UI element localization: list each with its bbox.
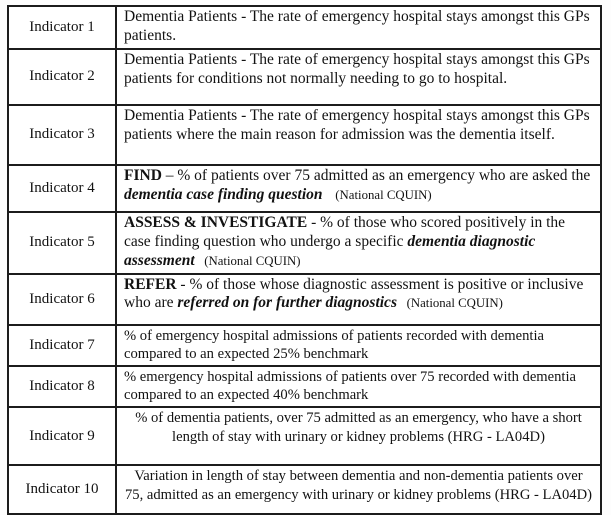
description-segment: dementia diagnostic assessment bbox=[124, 232, 536, 269]
table-row bbox=[8, 465, 601, 514]
indicator-label: Indicator 4 bbox=[8, 165, 116, 212]
description-segment: - % of those whose diagnostic assessment is positive or inclusive who are bbox=[124, 275, 584, 312]
description-segment: - % of those who scored positively in the case finding question who undergo a specific bbox=[124, 213, 566, 250]
indicator-label: Indicator 1 bbox=[8, 6, 116, 49]
table-row bbox=[8, 407, 601, 465]
description-segment: REFER bbox=[124, 275, 177, 293]
indicator-description bbox=[116, 274, 601, 325]
indicator-description bbox=[116, 407, 601, 465]
indicator-label: Indicator 7 bbox=[8, 325, 116, 366]
indicator-description bbox=[116, 465, 601, 514]
description-segment: % of dementia patients, over 75 admitted as an emergency, who have a short length of stay with urinary or kidney problems (HRG - LA04D) bbox=[135, 410, 582, 445]
indicator-label: Indicator 5 bbox=[8, 212, 116, 274]
description-segment: Dementia Patients - The rate of emergency hospital stays amongst this GPs patients for conditions not normally needing to go to hospital. bbox=[124, 50, 590, 87]
table-row bbox=[8, 105, 601, 165]
indicator-label: Indicator 3 bbox=[8, 105, 116, 165]
indicator-label: Indicator 10 bbox=[8, 465, 116, 514]
indicator-description bbox=[116, 49, 601, 105]
indicator-label: Indicator 9 bbox=[8, 407, 116, 465]
indicator-description bbox=[116, 325, 601, 366]
description-segment: (National CQUIN) bbox=[396, 296, 503, 311]
description-segment: dementia case finding question bbox=[124, 185, 323, 203]
indicator-label: Indicator 2 bbox=[8, 49, 116, 105]
description-segment: – % of patients over 75 admitted as an emergency who are asked the bbox=[161, 166, 591, 184]
indicator-description bbox=[116, 105, 601, 165]
table-row bbox=[8, 165, 601, 212]
description-segment: % of emergency hospital admissions of patients recorded with dementia compared to an expected 25% benchmark bbox=[124, 327, 544, 362]
indicator-label: Indicator 8 bbox=[8, 366, 116, 407]
table-row bbox=[8, 49, 601, 105]
description-segment: Variation in length of stay between dementia and non-dementia patients over 75, admitted as an emergency with urinary or kidney problems (HRG - LA04D) bbox=[124, 468, 593, 503]
indicator-description bbox=[116, 6, 601, 49]
indicator-label: Indicator 6 bbox=[8, 274, 116, 325]
description-segment: FIND bbox=[124, 166, 162, 184]
description-segment: ASSESS & INVESTIGATE bbox=[124, 213, 308, 231]
table-row bbox=[8, 325, 601, 366]
indicator-description bbox=[116, 212, 601, 274]
table-row bbox=[8, 366, 601, 407]
table-row bbox=[8, 212, 601, 274]
description-segment: referred on for further diagnostics bbox=[177, 294, 397, 312]
description-segment: % emergency hospital admissions of patients over 75 recorded with dementia compared to an expected 40% benchmark bbox=[124, 369, 577, 404]
description-segment: Dementia Patients - The rate of emergency hospital stays amongst this GPs patients. bbox=[124, 8, 590, 44]
description-segment: (National CQUIN) bbox=[322, 187, 432, 202]
description-segment: Dementia Patients - The rate of emergency hospital stays amongst this GPs patients where the main reason for admission was the dementia itself. bbox=[124, 106, 590, 143]
indicator-description bbox=[116, 165, 601, 212]
indicator-description bbox=[116, 366, 601, 407]
indicators-table-body bbox=[8, 6, 601, 514]
table-row bbox=[8, 6, 601, 49]
indicators-table bbox=[7, 5, 602, 515]
description-segment: (National CQUIN) bbox=[194, 253, 301, 268]
table-row bbox=[8, 274, 601, 325]
